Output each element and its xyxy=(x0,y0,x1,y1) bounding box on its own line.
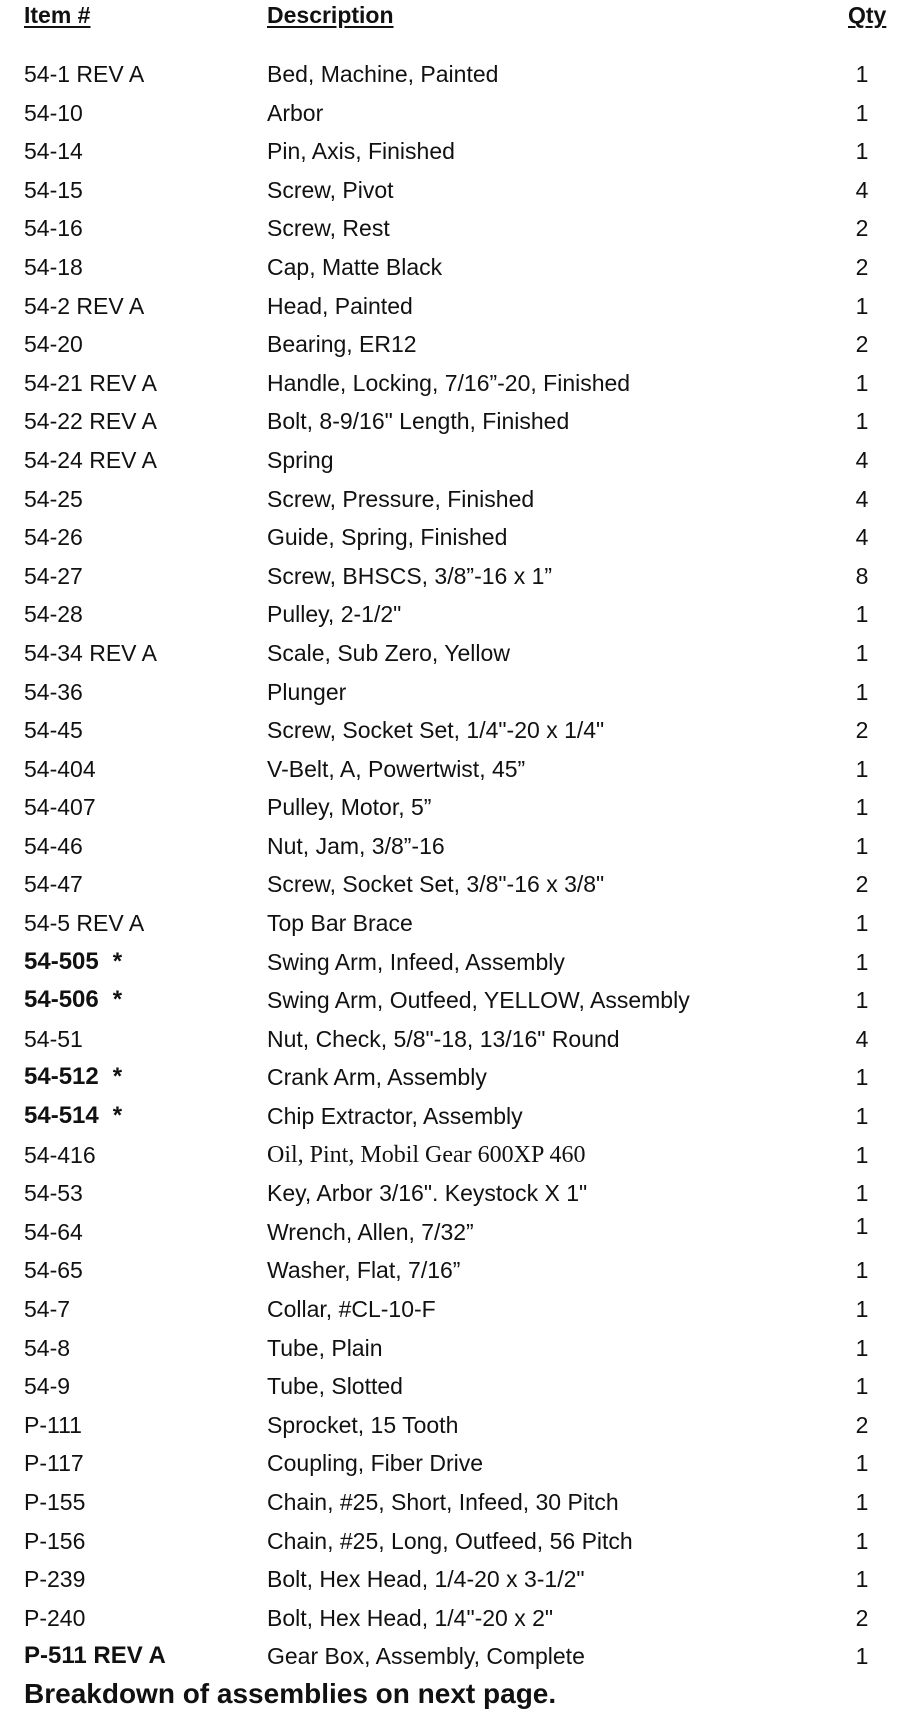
item-number-text: 54-47 xyxy=(24,871,83,898)
item-description: V-Belt, A, Powertwist, 45” xyxy=(267,755,526,782)
item-number-text: 54-5 REV A xyxy=(24,910,145,937)
item-number xyxy=(24,865,83,904)
table-row xyxy=(0,904,918,943)
item-qty: 1 xyxy=(855,910,869,937)
item-number-text: 54-64 xyxy=(24,1218,83,1245)
item-number xyxy=(24,788,96,827)
table-row xyxy=(0,248,918,287)
item-number-text: 54-16 xyxy=(24,215,83,242)
table-row xyxy=(0,673,918,712)
item-qty: 1 xyxy=(855,99,869,126)
item-number xyxy=(24,827,83,866)
assembly-marker: * xyxy=(112,947,123,975)
item-number-text: 54-506 xyxy=(24,986,99,1014)
item-description: Wrench, Allen, 7/32” xyxy=(267,1218,474,1245)
item-description: Collar, #CL-10-F xyxy=(267,1296,436,1322)
item-qty: 1 xyxy=(855,408,869,435)
table-row xyxy=(0,557,918,596)
item-qty: 2 xyxy=(855,871,869,898)
item-number-text: 54-18 xyxy=(24,253,83,280)
item-qty: 2 xyxy=(855,1604,869,1631)
item-number xyxy=(24,1290,70,1329)
item-qty: 1 xyxy=(855,1103,869,1130)
item-qty: 1 xyxy=(855,1643,869,1670)
item-number-text: 54-505 xyxy=(24,947,99,975)
assembly-marker: * xyxy=(112,1063,123,1091)
item-description: Chain, #25, Long, Outfeed, 56 Pitch xyxy=(267,1527,633,1554)
item-number xyxy=(24,1637,166,1676)
item-description: Crank Arm, Assembly xyxy=(267,1064,487,1091)
item-description: Key, Arbor 3/16". Keystock X 1" xyxy=(267,1180,588,1207)
item-description: Pulley, 2-1/2" xyxy=(267,601,402,628)
item-qty: 2 xyxy=(855,331,869,358)
item-qty: 1 xyxy=(855,1334,869,1361)
item-qty: 1 xyxy=(855,1141,869,1168)
item-qty: 4 xyxy=(855,446,869,473)
item-description: Bearing, ER12 xyxy=(267,331,417,358)
item-description: Swing Arm, Outfeed, YELLOW, Assembly xyxy=(267,987,690,1014)
item-number xyxy=(24,1560,85,1599)
item-qty: 1 xyxy=(855,1257,869,1284)
table-row xyxy=(0,325,918,364)
item-qty: 1 xyxy=(855,1296,869,1322)
item-description: Top Bar Brace xyxy=(267,910,413,937)
item-number xyxy=(24,364,157,403)
item-description: Gear Box, Assembly, Complete xyxy=(267,1643,585,1670)
item-number-text: 54-20 xyxy=(24,331,83,358)
item-number xyxy=(24,1097,122,1136)
item-number-text: 54-416 xyxy=(24,1141,96,1168)
table-row xyxy=(0,94,918,133)
item-qty: 1 xyxy=(855,1373,869,1400)
item-number xyxy=(24,287,144,326)
item-qty: 2 xyxy=(855,1411,869,1438)
item-qty: 1 xyxy=(855,678,869,705)
item-number-text: 54-14 xyxy=(24,138,83,165)
item-number xyxy=(24,634,157,673)
table-row xyxy=(0,1483,918,1522)
item-description: Bolt, 8-9/16" Length, Finished xyxy=(267,408,570,435)
item-number-text: 54-45 xyxy=(24,717,83,744)
item-qty: 1 xyxy=(855,601,869,628)
table-row xyxy=(0,788,918,827)
item-number-text: P-511 REV A xyxy=(24,1642,166,1670)
item-number-text: 54-65 xyxy=(24,1257,83,1284)
item-number-text: 54-512 xyxy=(24,1063,99,1091)
item-number xyxy=(24,171,83,210)
table-row xyxy=(0,1406,918,1445)
assembly-marker: * xyxy=(112,1102,123,1130)
item-number xyxy=(24,1406,82,1445)
item-description: Pulley, Motor, 5” xyxy=(267,794,432,821)
item-description: Chip Extractor, Assembly xyxy=(267,1103,523,1130)
item-number xyxy=(24,1174,83,1213)
item-number xyxy=(24,711,83,750)
item-number-text: 54-36 xyxy=(24,678,83,705)
table-row xyxy=(0,1290,918,1329)
item-qty: 1 xyxy=(855,61,869,87)
item-qty: 1 xyxy=(855,1527,869,1554)
item-number xyxy=(24,595,83,634)
item-number-text: 54-34 REV A xyxy=(24,639,157,666)
item-qty: 1 xyxy=(855,639,869,666)
item-description: Nut, Check, 5/8"-18, 13/16" Round xyxy=(267,1025,620,1052)
item-description: Screw, Socket Set, 3/8"-16 x 3/8" xyxy=(267,871,605,898)
item-description: Oil, Pint, Mobil Gear 600XP 460 xyxy=(267,1141,586,1168)
item-qty: 1 xyxy=(855,987,869,1014)
item-number-text: 54-24 REV A xyxy=(24,446,157,473)
table-row xyxy=(0,1174,918,1213)
item-description: Screw, Pressure, Finished xyxy=(267,485,535,512)
table-row xyxy=(0,865,918,904)
item-description: Chain, #25, Short, Infeed, 30 Pitch xyxy=(267,1488,619,1515)
header-item-number: Item # xyxy=(24,2,91,28)
item-number-text: P-155 xyxy=(24,1488,86,1515)
item-number xyxy=(24,1483,85,1522)
table-row xyxy=(0,1097,918,1136)
assembly-marker: * xyxy=(112,986,123,1014)
header-description: Description xyxy=(267,2,394,28)
item-description: Coupling, Fiber Drive xyxy=(267,1450,484,1477)
item-number-text: 54-404 xyxy=(24,755,96,782)
item-number-text: P-240 xyxy=(24,1604,86,1631)
item-description: Scale, Sub Zero, Yellow xyxy=(267,639,510,666)
table-row xyxy=(0,209,918,248)
item-number xyxy=(24,325,83,364)
table-row xyxy=(0,1329,918,1368)
item-number xyxy=(24,750,96,789)
table-row xyxy=(0,1444,918,1483)
item-number xyxy=(24,248,83,287)
table-header xyxy=(0,2,918,36)
item-number-text: 54-26 xyxy=(24,524,83,551)
item-number-text: 54-21 REV A xyxy=(24,369,157,396)
item-number xyxy=(24,94,83,133)
table-row xyxy=(0,827,918,866)
item-qty: 2 xyxy=(855,717,869,744)
item-qty: 2 xyxy=(855,215,869,242)
item-description: Sprocket, 15 Tooth xyxy=(267,1411,459,1438)
item-number-text: 54-2 REV A xyxy=(24,292,145,319)
item-description: Swing Arm, Infeed, Assembly xyxy=(267,948,565,975)
item-qty: 1 xyxy=(855,1566,869,1593)
item-number xyxy=(24,1599,85,1638)
item-description: Handle, Locking, 7/16”-20, Finished xyxy=(267,369,631,396)
item-number xyxy=(24,1367,70,1406)
table-row xyxy=(0,711,918,750)
item-number-text: P-156 xyxy=(24,1527,86,1554)
item-description: Tube, Plain xyxy=(267,1334,383,1361)
item-number xyxy=(24,557,83,596)
table-row xyxy=(0,1020,918,1059)
item-qty: 2 xyxy=(855,253,869,280)
item-description: Bolt, Hex Head, 1/4-20 x 3-1/2" xyxy=(267,1566,585,1593)
header-qty: Qty xyxy=(848,2,887,28)
table-row xyxy=(0,595,918,634)
table-row xyxy=(0,1560,918,1599)
item-number xyxy=(24,1444,84,1483)
item-description: Screw, Pivot xyxy=(267,176,394,203)
item-number-text: 54-7 xyxy=(24,1296,71,1322)
item-description: Cap, Matte Black xyxy=(267,253,443,280)
table-row xyxy=(0,132,918,171)
item-number xyxy=(24,904,144,943)
item-number xyxy=(24,1213,83,1252)
item-qty: 4 xyxy=(855,524,869,551)
item-number-text: 54-53 xyxy=(24,1180,83,1207)
item-qty: 1 xyxy=(855,138,869,165)
item-description: Washer, Flat, 7/16” xyxy=(267,1257,461,1284)
item-number xyxy=(24,209,83,248)
item-number xyxy=(24,55,144,94)
item-qty: 1 xyxy=(855,832,869,859)
item-qty: 4 xyxy=(855,176,869,203)
table-row xyxy=(0,364,918,403)
item-number-text: 54-9 xyxy=(24,1373,71,1400)
item-number xyxy=(24,1136,96,1175)
item-number-text: 54-8 xyxy=(24,1334,71,1361)
table-row xyxy=(0,1251,918,1290)
item-description: Screw, BHSCS, 3/8”-16 x 1” xyxy=(267,562,553,589)
item-number-text: 54-1 REV A xyxy=(24,61,145,87)
item-number-text: 54-407 xyxy=(24,794,96,821)
item-description: Spring xyxy=(267,446,334,473)
item-number-text: 54-27 xyxy=(24,562,83,589)
table-row xyxy=(0,1599,918,1638)
item-number-text: 54-10 xyxy=(24,99,83,126)
item-qty: 1 xyxy=(855,1180,869,1207)
item-description: Nut, Jam, 3/8”-16 xyxy=(267,832,445,859)
table-row xyxy=(0,1637,918,1676)
item-number-text: P-239 xyxy=(24,1566,86,1593)
item-description: Pin, Axis, Finished xyxy=(267,138,455,165)
item-number-text: 54-15 xyxy=(24,176,83,203)
item-number xyxy=(24,402,157,441)
footer-note: Breakdown of assemblies on next page. xyxy=(24,1678,557,1709)
item-number-text: P-117 xyxy=(24,1450,84,1477)
table-row xyxy=(0,943,918,982)
item-description: Screw, Socket Set, 1/4"-20 x 1/4" xyxy=(267,717,605,744)
item-description: Guide, Spring, Finished xyxy=(267,524,508,551)
item-number xyxy=(24,441,157,480)
table-row xyxy=(0,1522,918,1561)
table-row xyxy=(0,402,918,441)
parts-table xyxy=(0,55,918,1676)
table-row xyxy=(0,750,918,789)
item-description: Screw, Rest xyxy=(267,215,390,242)
table-row xyxy=(0,518,918,557)
item-qty: 4 xyxy=(855,1025,869,1052)
table-row xyxy=(0,171,918,210)
item-number xyxy=(24,132,83,171)
item-number-text: 54-46 xyxy=(24,832,83,859)
item-number xyxy=(24,981,122,1020)
table-row xyxy=(0,480,918,519)
item-number-text: 54-51 xyxy=(24,1025,83,1052)
item-qty: 1 xyxy=(855,794,869,821)
table-row xyxy=(0,634,918,673)
item-number xyxy=(24,1058,122,1097)
item-number xyxy=(24,518,83,557)
item-description: Head, Painted xyxy=(267,292,413,319)
item-number xyxy=(24,943,122,982)
table-row xyxy=(0,1058,918,1097)
table-row xyxy=(0,55,918,94)
item-qty: 1 xyxy=(855,1450,869,1477)
table-row xyxy=(0,981,918,1020)
item-number-text: 54-514 xyxy=(24,1102,99,1130)
item-number xyxy=(24,1251,83,1290)
item-number xyxy=(24,673,83,712)
item-number xyxy=(24,1020,83,1059)
item-qty: 1 xyxy=(855,948,869,975)
item-number-text: P-111 xyxy=(24,1411,82,1438)
item-qty: 4 xyxy=(855,485,869,512)
item-description: Tube, Slotted xyxy=(267,1373,403,1400)
item-number-text: 54-28 xyxy=(24,601,83,628)
item-qty: 1 xyxy=(855,1064,869,1091)
item-number xyxy=(24,1329,70,1368)
item-qty: 8 xyxy=(855,562,869,589)
item-qty: 1 xyxy=(855,1488,869,1515)
table-row xyxy=(0,1367,918,1406)
item-number xyxy=(24,1522,85,1561)
item-qty: 1 xyxy=(855,755,869,782)
item-number-text: 54-25 xyxy=(24,485,83,512)
item-qty: 1 xyxy=(855,292,869,319)
item-description: Bed, Machine, Painted xyxy=(267,61,499,87)
table-row xyxy=(0,1136,918,1175)
table-row xyxy=(0,287,918,326)
table-row xyxy=(0,441,918,480)
item-qty: 1 xyxy=(855,369,869,396)
table-row xyxy=(0,1213,918,1252)
item-description: Bolt, Hex Head, 1/4"-20 x 2" xyxy=(267,1604,554,1631)
item-number-text: 54-22 REV A xyxy=(24,408,157,435)
item-description: Plunger xyxy=(267,678,347,705)
item-description: Arbor xyxy=(267,99,324,126)
item-number xyxy=(24,480,83,519)
item-qty: 1 xyxy=(855,1212,869,1239)
